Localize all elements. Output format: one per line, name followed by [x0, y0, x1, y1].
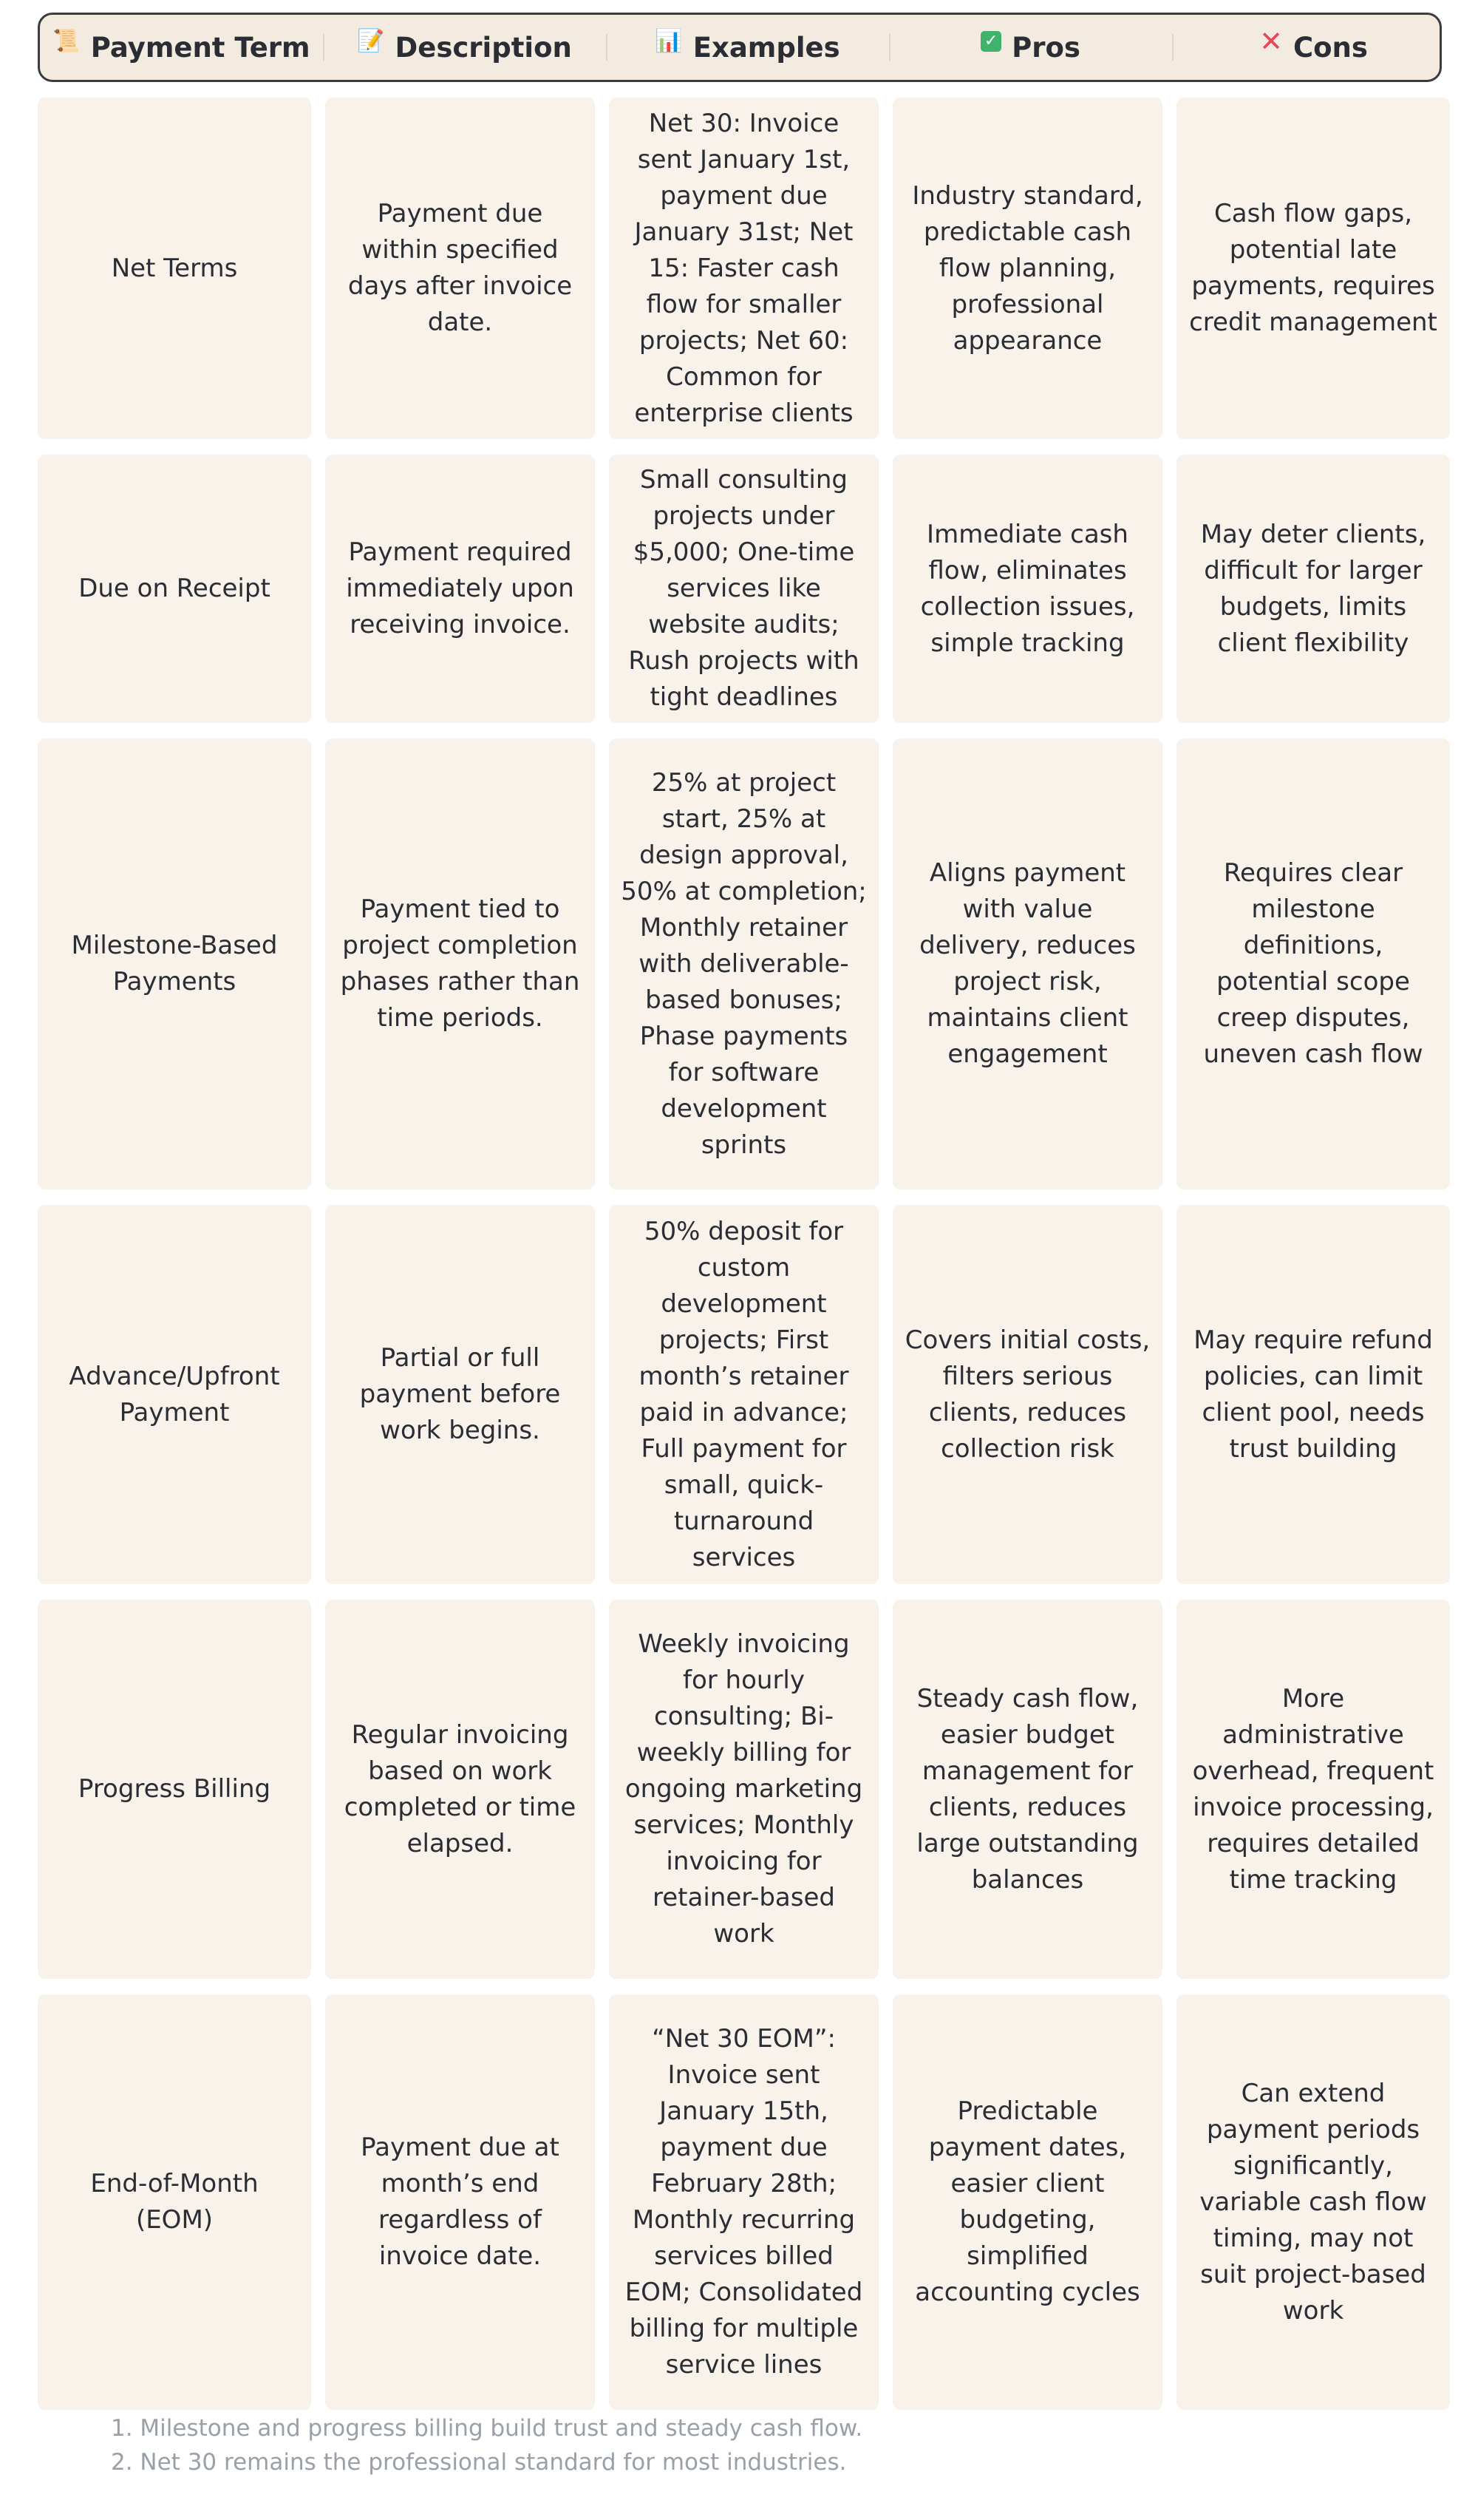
table-row	[38, 738, 1442, 1189]
description-cell	[325, 1205, 595, 1584]
cons-text: May require refund policies, can limit client pool, needs trust building	[1193, 1325, 1433, 1464]
header-label: Cons	[1293, 31, 1368, 64]
term-text: Milestone-Based Payments	[71, 931, 278, 996]
cons-cell	[1176, 455, 1450, 723]
term-cell	[38, 738, 311, 1189]
cons-cell	[1176, 1994, 1450, 2410]
table-row	[38, 1205, 1442, 1584]
cons-cell	[1176, 738, 1450, 1189]
description-text: Payment tied to project completion phases rather than time periods.	[340, 894, 580, 1033]
pros-text: Covers initial costs, filters serious clients, reduces collection risk	[905, 1325, 1151, 1464]
footnote: 2. Net 30 remains the professional standard for most industries.	[111, 2449, 847, 2476]
examples-text: Small consulting projects under $5,000; One-time services like website audits; Rush projects with tight deadlines	[628, 465, 859, 712]
examples-text: 25% at project start, 25% at design approval, 50% at completion; Monthly retainer with deliverable-based bonuses; Phase payments for software development sprints	[621, 767, 867, 1160]
examples-cell	[609, 1600, 879, 1979]
pros-cell	[893, 98, 1162, 439]
description-text: Payment due at month’s end regardless of invoice date.	[361, 2133, 559, 2271]
description-cell	[325, 738, 595, 1189]
pros-cell	[893, 1205, 1162, 1584]
footnote: 1. Milestone and progress billing build trust and steady cash flow.	[111, 2415, 863, 2442]
examples-text: “Net 30 EOM”: Invoice sent January 15th, payment due February 28th; Monthly recurring services billed EOM; Consolidated billing for multiple service lines	[624, 2024, 863, 2380]
term-text: Due on Receipt	[78, 574, 270, 603]
term-cell	[38, 98, 311, 439]
cons-text: More administrative overhead, frequent invoice processing, requires detailed time tracking	[1192, 1683, 1434, 1895]
examples-cell	[609, 1994, 879, 2410]
header-description	[323, 15, 606, 80]
term-text: Progress Billing	[78, 1774, 271, 1804]
table-header	[38, 13, 1442, 82]
pros-cell	[893, 738, 1162, 1189]
cons-cell	[1176, 1205, 1450, 1584]
description-cell	[325, 455, 595, 723]
description-text: Regular invoicing based on work completed or time elapsed.	[344, 1719, 576, 1858]
description-text: Payment due within specified days after invoice date.	[347, 199, 573, 337]
examples-text: 50% deposit for custom development projects; First month’s retainer paid in advance; Full payment for small, quick-turnaround services	[638, 1216, 849, 1572]
description-cell	[325, 98, 595, 439]
pros-text: Steady cash flow, easier budget management for clients, reduces large outstanding balances	[916, 1683, 1139, 1895]
examples-cell	[609, 738, 879, 1189]
cons-text: Requires clear milestone definitions, potential scope creep disputes, uneven cash flow	[1203, 858, 1423, 1069]
header-pros	[889, 15, 1172, 80]
header-label: Pros	[1012, 31, 1080, 64]
header-label: Payment Term	[90, 31, 310, 64]
pros-cell	[893, 455, 1162, 723]
term-cell	[38, 1205, 311, 1584]
bar-chart-icon: 📊	[655, 28, 683, 54]
term-text: Advance/Upfront Payment	[69, 1361, 280, 1427]
header-label: Examples	[692, 31, 840, 64]
term-text: End-of-Month (EOM)	[90, 2169, 259, 2235]
description-text: Payment required immediately upon receiving invoice.	[346, 537, 574, 639]
term-cell	[38, 1994, 311, 2410]
pros-text: Industry standard, predictable cash flow planning, professional appearance	[912, 180, 1143, 356]
cons-text: Can extend payment periods significantly, variable cash flow timing, may not suit project-based work	[1199, 2078, 1427, 2326]
term-cell	[38, 1600, 311, 1979]
footnotes	[111, 2411, 862, 2479]
description-text: Partial or full payment before work begins.	[359, 1343, 561, 1445]
description-cell	[325, 1600, 595, 1979]
pros-cell	[893, 1994, 1162, 2410]
examples-text: Net 30: Invoice sent January 1st, payment due January 31st; Net 15: Faster cash flow for smaller projects; Net 60: Common for enterprise clients	[634, 108, 854, 428]
table-body	[38, 98, 1442, 2410]
scroll-icon: 📜	[52, 28, 81, 54]
header-payment-term	[40, 15, 323, 80]
check-icon: ✓	[981, 31, 1001, 52]
table-row	[38, 98, 1442, 439]
header-cons	[1172, 15, 1455, 80]
term-cell	[38, 455, 311, 723]
table-row	[38, 1600, 1442, 1979]
header-examples	[606, 15, 889, 80]
pros-text: Immediate cash flow, eliminates collection issues, simple tracking	[920, 519, 1135, 658]
table-row	[38, 455, 1442, 723]
table-row	[38, 1994, 1442, 2410]
examples-cell	[609, 455, 879, 723]
header-label: Description	[395, 31, 572, 64]
cons-cell	[1176, 1600, 1450, 1979]
term-text: Net Terms	[111, 253, 238, 283]
examples-cell	[609, 98, 879, 439]
cross-icon: ✕	[1259, 25, 1283, 58]
pros-text: Aligns payment with value delivery, reduces project risk, maintains client engagement	[919, 858, 1136, 1069]
examples-text: Weekly invoicing for hourly consulting; Bi-weekly billing for ongoing marketing services; Monthly invoicing for retainer-based work	[624, 1629, 863, 1949]
cons-text: Cash flow gaps, potential late payments, requires credit management	[1189, 199, 1437, 337]
cons-cell	[1176, 98, 1450, 439]
description-cell	[325, 1994, 595, 2410]
cons-text: May deter clients, difficult for larger budgets, limits client flexibility	[1200, 519, 1426, 658]
memo-icon: 📝	[357, 28, 385, 54]
pros-cell	[893, 1600, 1162, 1979]
payment-terms-table	[38, 13, 1442, 2425]
examples-cell	[609, 1205, 879, 1584]
pros-text: Predictable payment dates, easier client budgeting, simplified accounting cycles	[915, 2096, 1140, 2307]
